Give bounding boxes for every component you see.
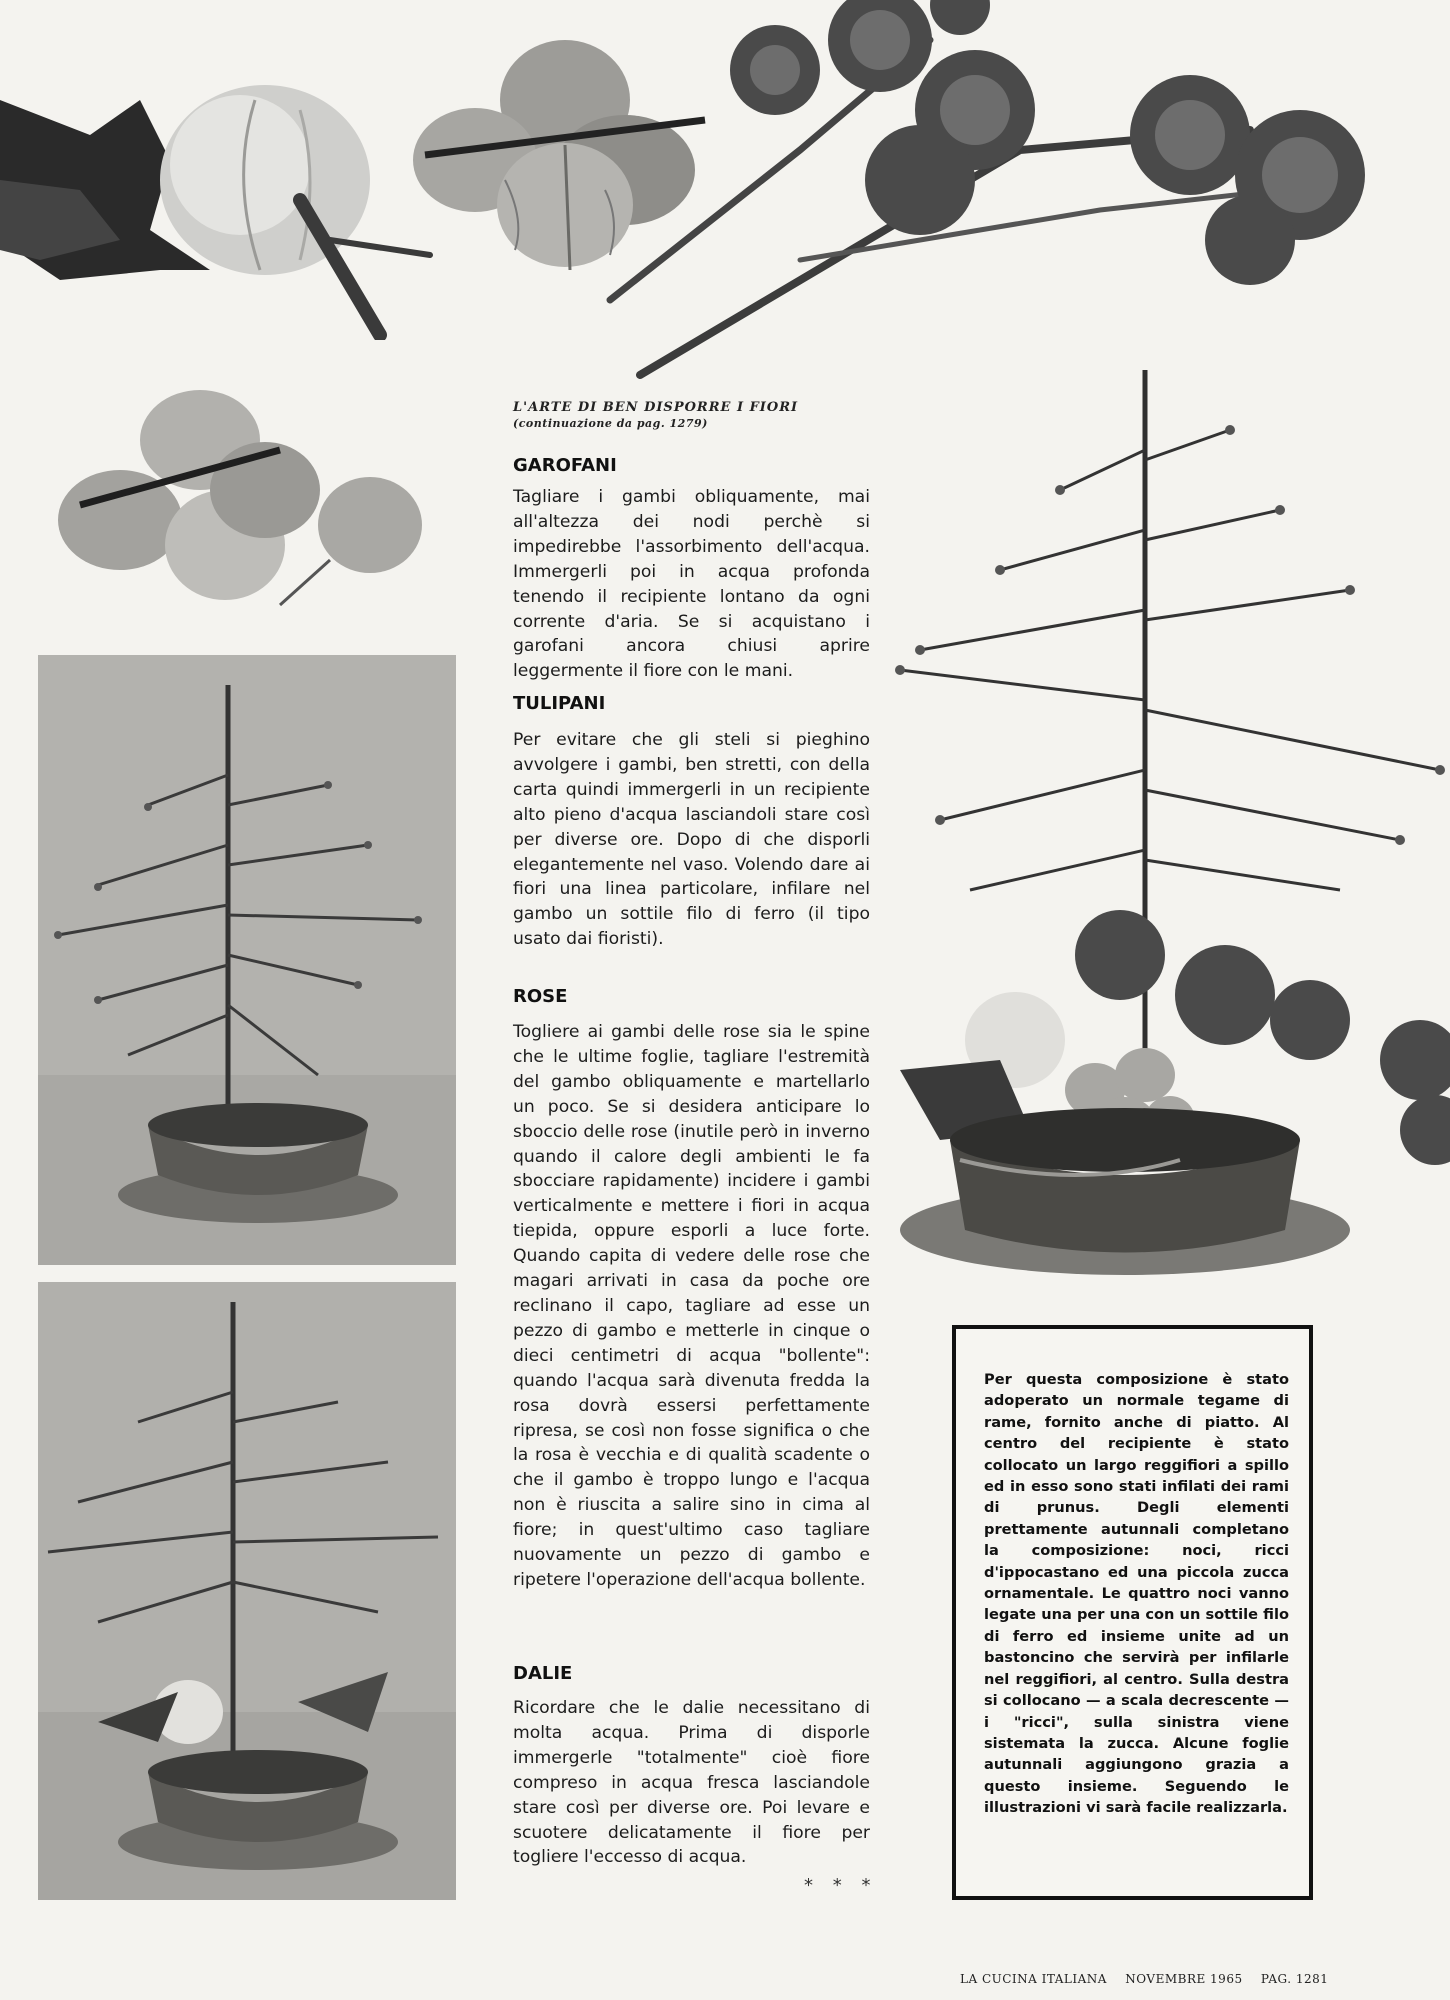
page-footer — [960, 1972, 1350, 1986]
gourd-photo — [0, 40, 470, 340]
section-text-rose: Togliere ai gambi delle rose sia le spine che le ultime foglie, tagliare l'estremità del gambo obliquamente e martellarlo un poco. Se si desidera anticipare lo sboccio delle rose (inutile però in inverno quando il calore degli ambienti le fa sbocciare rapidamente) incidere i gambi verticalmente e mettere i fiori in acqua tiepida, oppure esporli a luce forte. Quando capita di vedere delle rose che magari arrivati in casa da poche ore reclinano il capo, tagliare ad esse un pezzo di gambo e metterle in cinque o dieci centimetri di acqua "bollente": quando l'acqua sarà divenuta fredda la rosa dovrà essersi perfettamente ripresa, se così non fosse significa o che la rosa è vecchia e di qualità scadente o che il gambo è troppo lungo e l'acqua non è riuscita a salire sino in cima al fiore; in quest'ultimo caso tagliare nuovamente un pezzo di gambo e ripetere l'operazione dell'acqua bollente. — [513, 1022, 870, 1590]
section-text-dalie: Ricordare che le dalie necessitano di molta acqua. Prima di disporle immergerle "totalmente" cioè fiore compreso in acqua fresca lasciandole stare così per diverse ore. Poi levare e scuotere delicatamente il fiore per togliere l'eccesso di acqua. — [513, 1698, 870, 1868]
section-text-tulipani: Per evitare che gli steli si pieghino avvolgere i gambi, ben stretti, con della carta quindi immergerli in un recipiente alto pieno d'acqua lasciandoli stare così per diverse ore. Dopo di che disporli elegantemente nel vaso. Volendo dare ai fiori una linea particolare, infilare nel gambo un sottile filo di ferro (il tipo usato dai fioristi). — [513, 730, 870, 950]
section-heading-tulipani: TULIPANI — [513, 693, 606, 714]
arrangement-step2-photo — [38, 1282, 456, 1900]
section-heading-garofani: GAROFANI — [513, 455, 617, 476]
chestnut-burrs-photo — [600, 0, 1450, 390]
section-heading-dalie: DALIE — [513, 1663, 573, 1684]
arrangement-final-photo — [880, 370, 1450, 1290]
running-head — [513, 400, 893, 432]
running-head-title: L'ARTE DI BEN DISPORRE I FIORI — [513, 400, 799, 415]
caption-box — [952, 1325, 1313, 1900]
section-text-garofani: Tagliare i gambi obliquamente, mai all'altezza dei nodi perchè si impedirebbe l'assorbimento dell'acqua. Immergerli poi in acqua profonda tenendo il recipiente lontano da ogni corrente d'aria. Se si acquistano i garofani ancora chiusi aprire leggermente il fiore con le mani. — [513, 487, 870, 682]
arrangement-step1-photo — [38, 655, 456, 1265]
running-head-continuation: (continuazione da pag. 1279) — [513, 417, 708, 430]
end-mark: * * * — [804, 1875, 878, 1896]
footer-issue: NOVEMBRE 1965 — [1125, 1972, 1243, 1986]
footer-page-number: PAG. 1281 — [1260, 1972, 1329, 1986]
walnut-bundle-photo — [50, 370, 440, 610]
section-heading-rose: ROSE — [513, 986, 568, 1007]
caption-text: Per questa composizione è stato adoperato un normale tegame di rame, fornito anche di piatto. Al centro del recipiente è stato collocato un largo reggifiori a spillo ed in esso sono stati infilati dei rami di prunus. Degli elementi prettamente autunnali completano la composizione: noci, ricci d'ippocastano ed una piccola zucca ornamentale. Le quattro noci vanno legate una per una con un sottile filo di ferro ed insieme unite ad un bastoncino che servirà per infilarle nel reggifiori, al centro. Sulla destra si collocano — a scala decrescente — i "ricci", sulla sinistra viene sistemata la zucca. Alcune foglie autunnali aggiungono grazia a questo insieme. Seguendo le illustrazioni vi sarà facile realizzarla. — [984, 1371, 1289, 1817]
footer-magazine: LA CUCINA ITALIANA — [960, 1972, 1107, 1986]
